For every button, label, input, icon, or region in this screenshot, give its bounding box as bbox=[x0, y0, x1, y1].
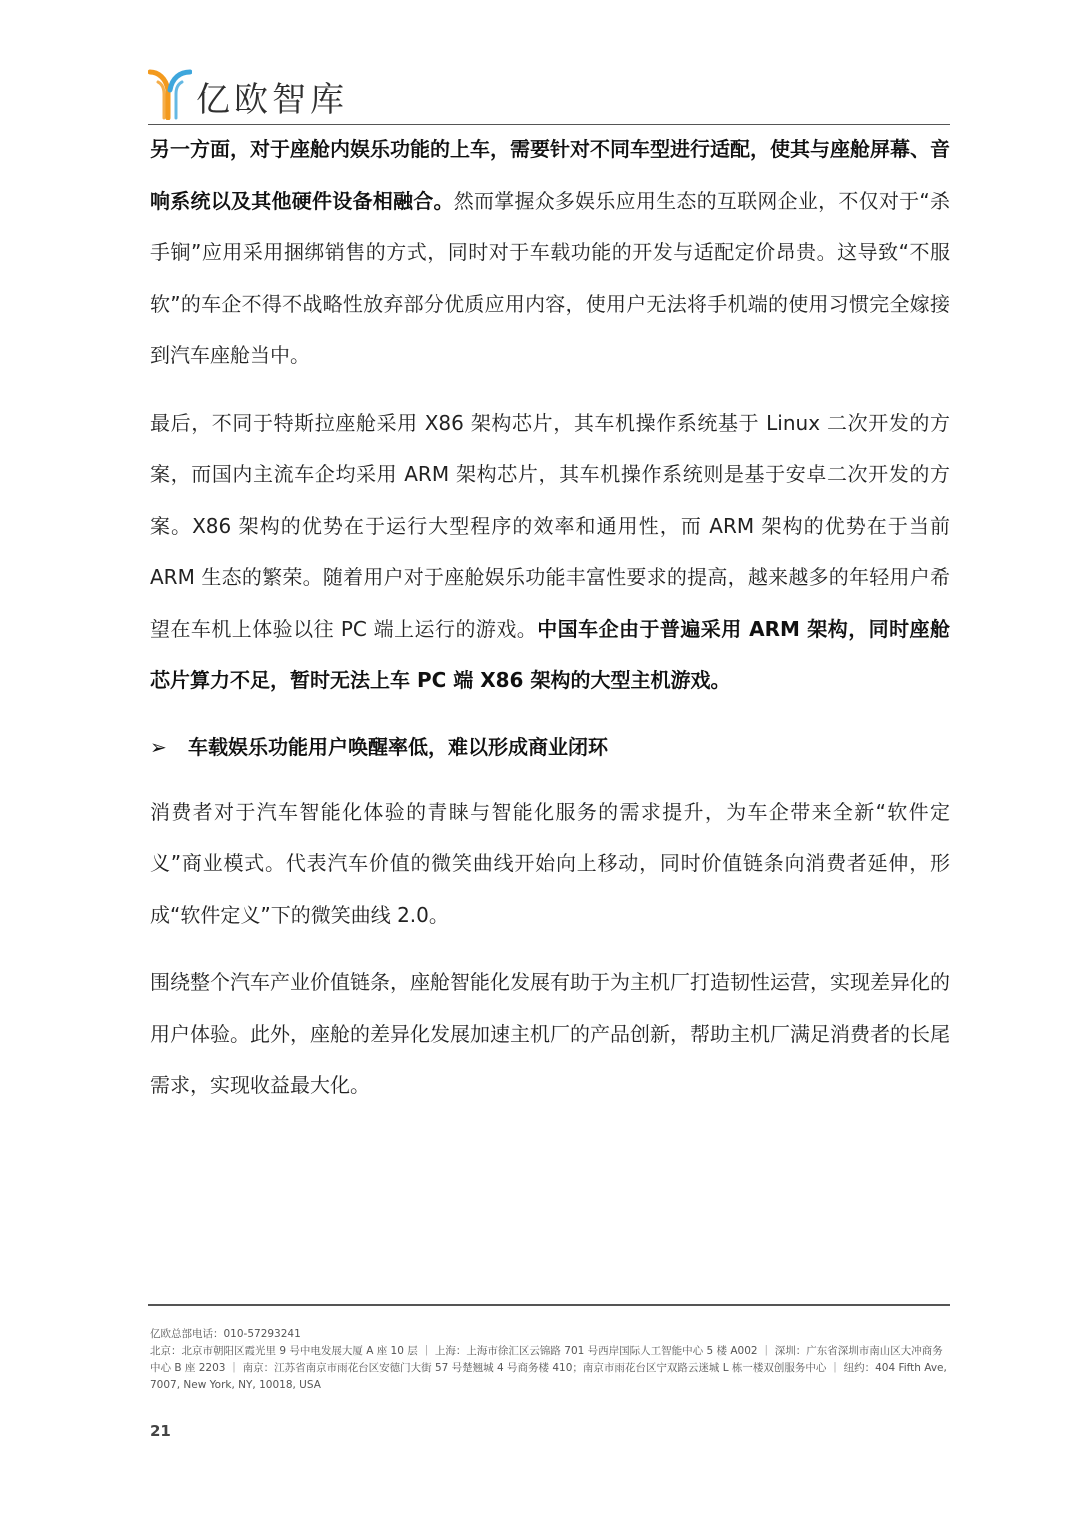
arrow-bullet-icon: ➢ bbox=[150, 734, 167, 759]
footer-addresses: 北京：北京市朝阳区霞光里 9 号中电发展大厦 A 座 10 层 ｜ 上海：上海市徐汇区云锦路 701 号西岸国际人工智能中心 5 楼 A002 ｜ 深圳：广东省深圳市南山区大冲商务中心 B 座 2203 ｜ 南京：江苏省南京市雨花台区安德门大街 57 号楚翘城 4 号商务楼 410；南京市雨花台区宁双路云迷城 L 栋一楼双创服务中心 ｜ 纽约：404 Fifth Ave, 7007, New York, NY, 10018, USA bbox=[150, 1345, 947, 1391]
footer-divider bbox=[148, 1304, 950, 1306]
paragraph-1-text: 然而掌握众多娱乐应用生态的互联网企业，不仅对于“杀手锏”应用采用捆绑销售的方式，同时对于车载功能的开发与适配定价昂贵。这导致“不服软”的车企不得不战略性放弃部分优质应用内容，使用户无法将手机端的使用习惯完全嫁接到汽车座舱当中。 bbox=[150, 188, 950, 367]
section-heading bbox=[150, 721, 950, 773]
paragraph-2-bold: 中国车企由于普遍采用 ARM 架构，同时座舱芯片算力不足，暂时无法上车 PC 端 X86 架构的大型主机游戏。 bbox=[150, 616, 950, 692]
section-heading-text: 车载娱乐功能用户唤醒率低，难以形成商业闭环 bbox=[188, 734, 608, 759]
page-header bbox=[148, 68, 950, 126]
page-footer bbox=[150, 1326, 950, 1394]
footer-phone: 亿欧总部电话：010-57293241 bbox=[150, 1328, 301, 1340]
yiou-logo-icon bbox=[148, 68, 192, 120]
page-number: 21 bbox=[150, 1422, 171, 1440]
paragraph-1-bold: 另一方面，对于座舱内娱乐功能的上车，需要针对不同车型进行适配，使其与座舱屏幕、音响系统以及其他硬件设备相融合。 bbox=[150, 137, 950, 213]
paragraph-3: 消费者对于汽车智能化体验的青睐与智能化服务的需求提升，为车企带来全新“软件定义”商业模式。代表汽车价值的微笑曲线开始向上移动，同时价值链条向消费者延伸，形成“软件定义”下的微笑曲线 2.0。 bbox=[150, 799, 950, 927]
logo-text: 亿欧智库 bbox=[196, 80, 348, 120]
paragraph-2 bbox=[150, 398, 950, 707]
paragraph-1 bbox=[150, 124, 950, 382]
paragraph-4: 围绕整个汽车产业价值链条，座舱智能化发展有助于为主机厂打造韧性运营，实现差异化的用户体验。此外，座舱的差异化发展加速主机厂的产品创新，帮助主机厂满足消费者的长尾需求，实现收益最大化。 bbox=[150, 970, 950, 1097]
main-content bbox=[150, 124, 950, 1112]
paragraph-2-text: 最后，不同于特斯拉座舱采用 X86 架构芯片，其车机操作系统基于 Linux 二次开发的方案，而国内主流车企均采用 ARM 架构芯片，其车机操作系统则是基于安卓二次开发的方案。X86 架构的优势在于运行大型程序的效率和通用性，而 ARM 架构的优势在于当前 ARM 生态的繁荣。随着用户对于座舱娱乐功能丰富性要求的提高，越来越多的年轻用户希望在车机上体验以往 PC 端上运行的游戏。 bbox=[150, 410, 950, 641]
